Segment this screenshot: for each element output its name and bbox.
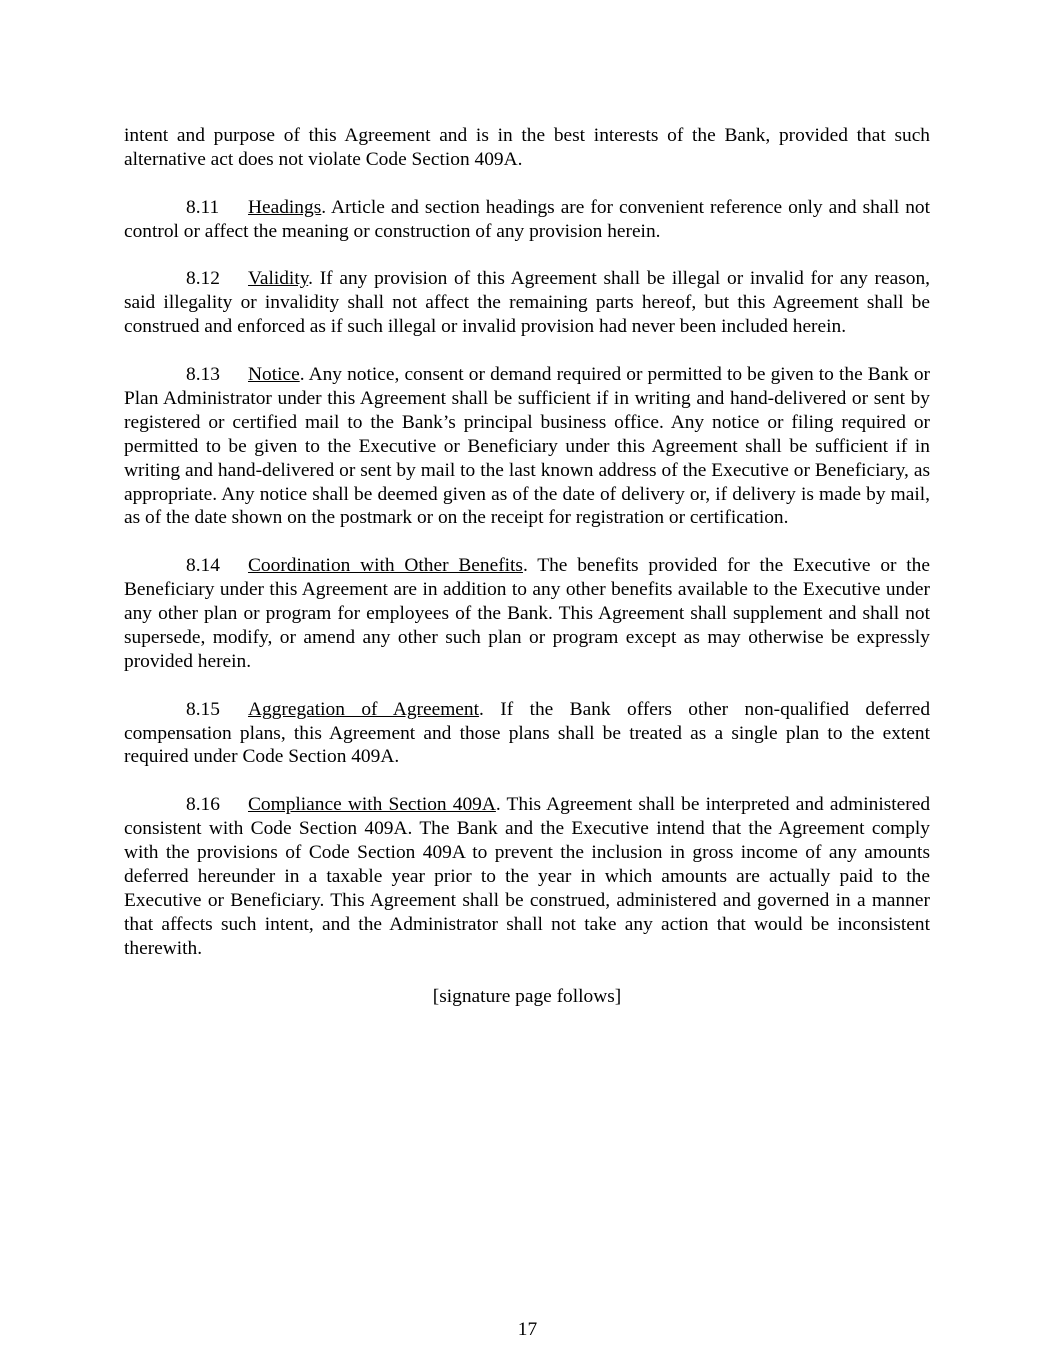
section-separator: . <box>522 555 538 577</box>
signature-page-note: [signature page follows] <box>432 985 622 1007</box>
section-text: This Agreement shall be interpreted and administered consistent with Code Section 409A. The Bank and the Executive intend that the Agreement comply with the provisions of Code Section 409A to prevent the inclusion in gross income of any amounts deferred hereunder in a taxable year prior to the year in which amounts are actually paid to the Executive or Beneficiary. This Agreement shall be construed, administered and governed in a manner that affects such intent, and the Administrator shall not take any action that would be inconsistent therewith. <box>124 794 931 959</box>
section-text: If any provision of this Agreement shall be illegal or invalid for any reason, said illegality or invalidity shall not affect the remaining parts hereof, but this Agreement shall be construed and enforced as if such illegal or invalid provision had never been included herein. <box>124 268 930 338</box>
section-separator: . <box>478 698 501 720</box>
section-separator: . <box>321 196 332 218</box>
section-8-12 <box>124 267 930 339</box>
section-heading: Coordination with Other Benefits <box>248 555 523 577</box>
section-8-11 <box>124 196 930 244</box>
section-separator: . <box>299 364 309 386</box>
section-text: Any notice, consent or demand required or permitted to be given to the Bank or Plan Administrator under this Agreement shall be sufficient if in writing and hand-delivered or sent by registered or certified mail to the Bank’s principal business office. Any notice or filing required or permitted to be given to the Executive or Beneficiary under this Agreement shall be sufficient if in writing and hand-delivered or sent by mail to the last known address of the Executive or Beneficiary, as appropriate. Any notice shall be deemed given as of the date of delivery or, if delivery is made by mail, as of the date shown on the postmark or on the receipt for registration or certification. <box>124 364 931 529</box>
section-heading: Aggregation of Agreement <box>248 698 479 720</box>
document-body <box>124 124 930 1032</box>
section-heading: Validity <box>248 268 309 290</box>
section-number: 8.15 <box>186 698 220 720</box>
section-number: 8.12 <box>186 268 220 290</box>
section-text: Article and section headings are for convenient reference only and shall not control or affect the meaning or construction of any provision herein. <box>124 196 930 242</box>
section-number: 8.16 <box>186 794 220 816</box>
section-number: 8.13 <box>186 364 220 386</box>
page-number: 17 <box>517 1319 538 1340</box>
intro-paragraph: intent and purpose of this Agreement and is in the best interests of the Bank, provided that such alternative act does not violate Code Section 409A. <box>124 125 930 170</box>
section-heading: Compliance with Section 409A <box>248 794 496 816</box>
section-8-14 <box>124 554 930 674</box>
section-8-13 <box>124 363 930 530</box>
section-number: 8.11 <box>186 196 220 218</box>
section-separator: . <box>495 794 507 816</box>
section-text: If the Bank offers other non-qualified deferred compensation plans, this Agreement and those plans shall be treated as a single plan to the extent required under Code Section 409A. <box>124 698 931 768</box>
section-heading: Notice <box>248 364 300 386</box>
section-heading: Headings <box>248 196 322 218</box>
section-separator: . <box>308 268 320 290</box>
section-text: The benefits provided for the Executive or the Beneficiary under this Agreement are in addition to any other benefits available to the Executive under any other plan or program for employees of the Bank. This Agreement shall supplement and shall not supersede, modify, or amend any other such plan or program except as may otherwise be expressly provided herein. <box>124 555 930 672</box>
section-8-15 <box>124 698 930 770</box>
section-number: 8.14 <box>186 555 220 577</box>
section-8-16 <box>124 793 930 960</box>
